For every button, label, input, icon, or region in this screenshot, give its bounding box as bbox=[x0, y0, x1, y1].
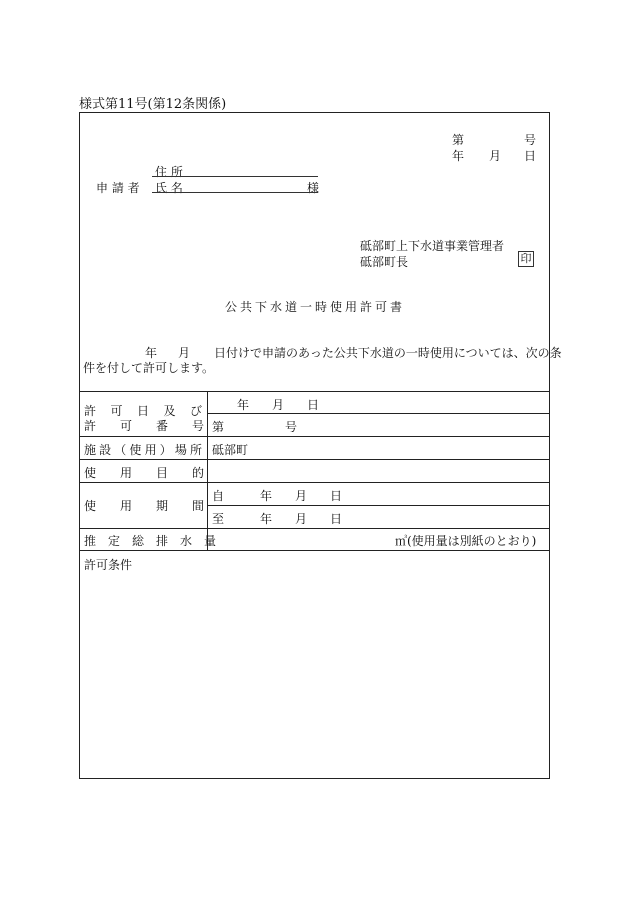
doc-number-go: 号 bbox=[524, 133, 537, 147]
row-line-3 bbox=[79, 482, 550, 483]
form-number-title: 様式第11号(第12条関係) bbox=[79, 97, 227, 112]
body-line-1: 日付けで申請のあった公共下水道の一時使用については、次の条 bbox=[214, 346, 562, 360]
period-from-prefix: 自 bbox=[212, 489, 225, 503]
doc-date-year: 年 bbox=[452, 149, 465, 163]
body-month: 月 bbox=[178, 346, 191, 360]
purpose-label-wrap bbox=[84, 464, 205, 481]
permit-inner-line bbox=[207, 413, 550, 414]
doc-date-month: 月 bbox=[489, 149, 502, 163]
row-line-2 bbox=[79, 459, 550, 460]
period-to-year: 年 bbox=[260, 512, 273, 526]
permit-date-day: 日 bbox=[307, 398, 320, 412]
row-line-4 bbox=[79, 528, 550, 529]
permit-label-1: 許 可 日 及 び bbox=[84, 404, 202, 418]
period-to-month: 月 bbox=[295, 512, 308, 526]
period-from-year: 年 bbox=[260, 489, 273, 503]
purpose-label: 使 用 目 的 bbox=[84, 466, 205, 480]
period-from-month: 月 bbox=[295, 489, 308, 503]
conditions-label: 許可条件 bbox=[84, 558, 133, 572]
permit-date-month: 月 bbox=[272, 398, 285, 412]
applicant-name-label: 氏 名 bbox=[155, 181, 183, 195]
applicant-honorific: 様 bbox=[307, 181, 320, 195]
facility-label-wrap bbox=[84, 441, 202, 458]
document-title: 公共下水道一時使用許可書 bbox=[224, 300, 405, 314]
permit-number-go: 号 bbox=[285, 420, 298, 434]
applicant-label: 申 請 者 bbox=[96, 181, 140, 195]
row-line-1 bbox=[79, 436, 550, 437]
applicant-name-line bbox=[152, 192, 318, 193]
permit-label-2-wrap bbox=[84, 417, 205, 434]
issuer-line-1: 砥部町上下水道事業管理者 bbox=[360, 239, 505, 253]
body-line-2: 件を付して許可します。 bbox=[83, 361, 215, 375]
permit-date-year: 年 bbox=[237, 398, 250, 412]
body-year: 年 bbox=[145, 346, 158, 360]
applicant-address-line bbox=[152, 176, 318, 177]
issuer-line-2: 砥部町長 bbox=[360, 255, 409, 269]
facility-label: 施設（使用）場所 bbox=[84, 443, 202, 457]
period-from-day: 日 bbox=[330, 489, 343, 503]
period-inner-line bbox=[207, 505, 550, 506]
period-label-wrap bbox=[84, 497, 205, 514]
volume-value: ㎥(使用量は別紙のとおり) bbox=[395, 534, 537, 548]
label-column-divider bbox=[207, 391, 208, 550]
row-line-5 bbox=[79, 550, 550, 551]
volume-label: 推 定 総 排 水 量 bbox=[84, 534, 217, 548]
period-to-day: 日 bbox=[330, 512, 343, 526]
period-to-prefix: 至 bbox=[212, 512, 225, 526]
facility-value: 砥部町 bbox=[212, 443, 249, 457]
doc-number-dai: 第 bbox=[452, 133, 465, 147]
table-top-line bbox=[79, 391, 550, 392]
seal-mark: 印 bbox=[518, 251, 534, 267]
permit-label-2: 許 可 番 号 bbox=[84, 419, 205, 433]
permit-number-dai: 第 bbox=[212, 420, 225, 434]
period-label: 使 用 期 間 bbox=[84, 499, 205, 513]
volume-label-wrap bbox=[84, 532, 217, 549]
applicant-address-label: 住 所 bbox=[155, 165, 183, 179]
doc-date-day: 日 bbox=[524, 149, 537, 163]
